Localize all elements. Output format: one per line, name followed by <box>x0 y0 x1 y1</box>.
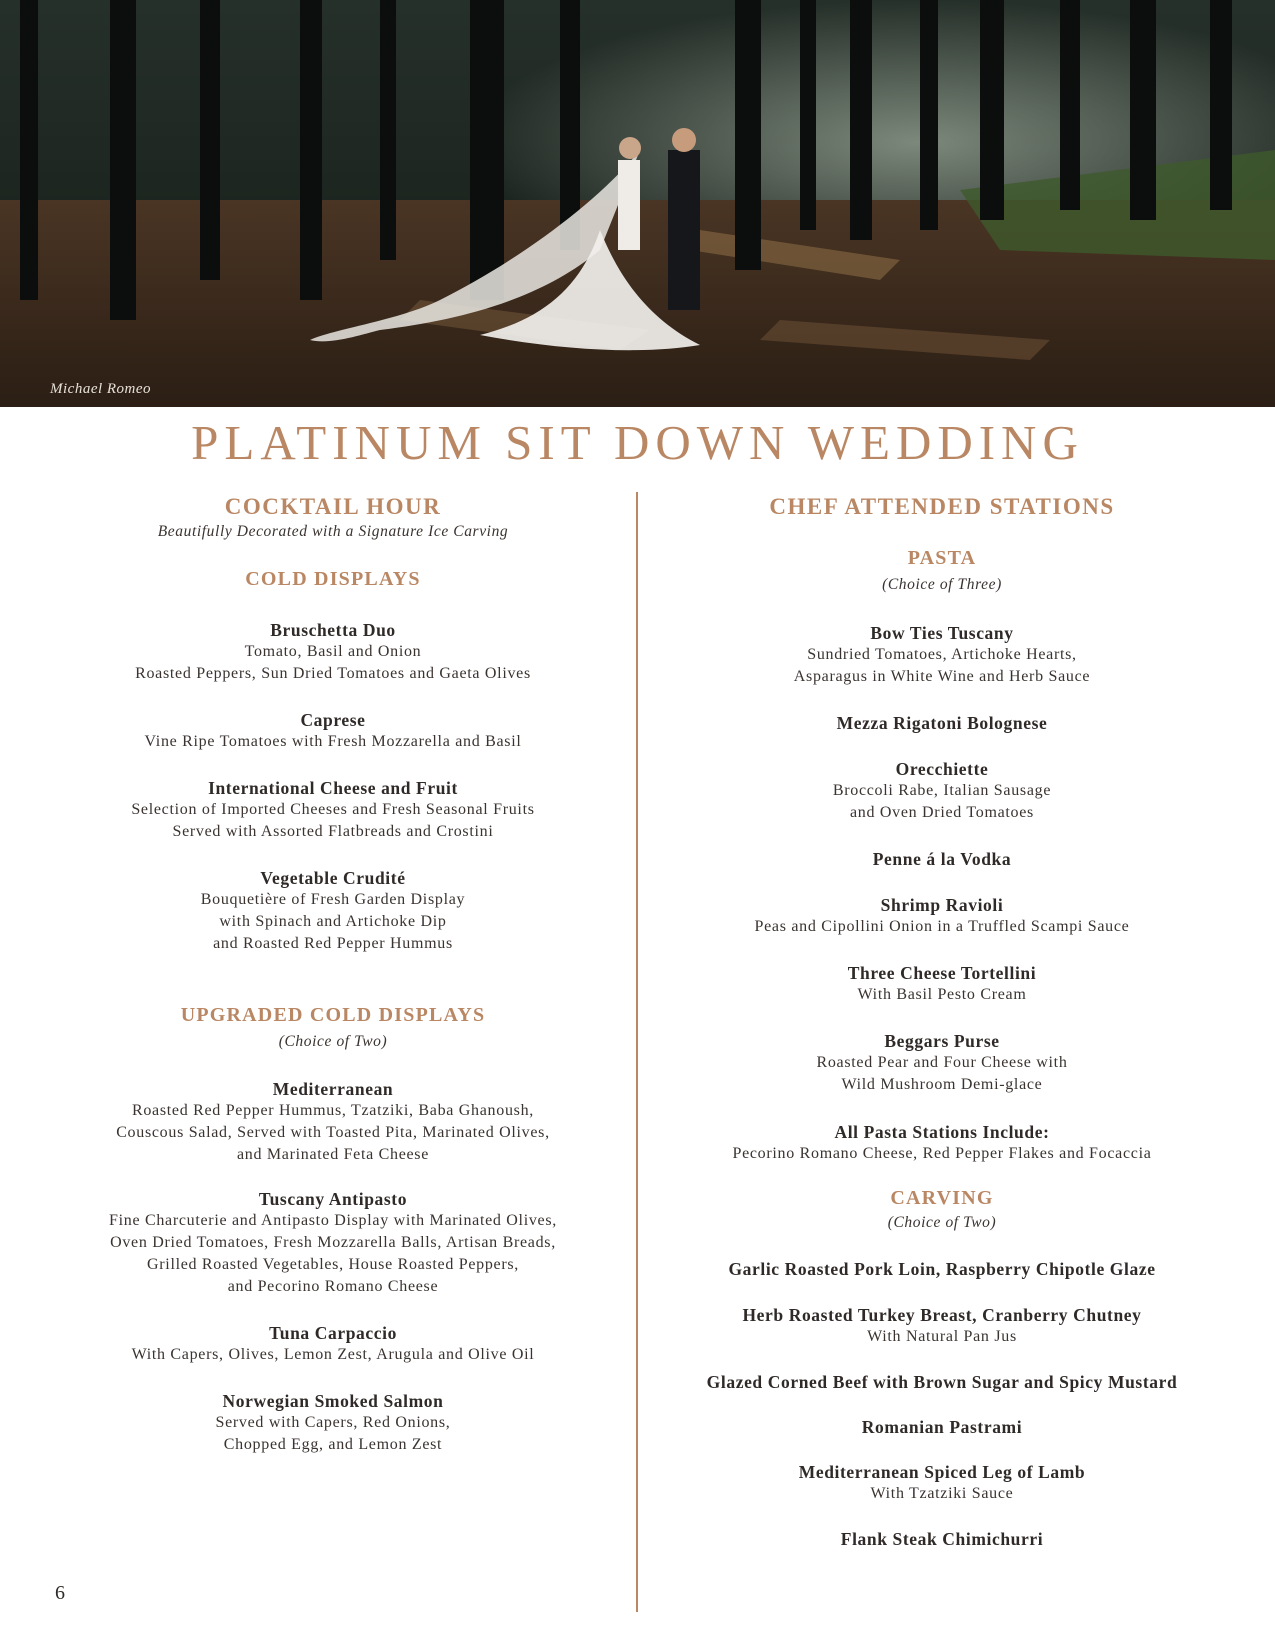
carving-note: (Choice of Two) <box>887 1214 997 1231</box>
menu-item <box>672 1304 1212 1348</box>
menu-item-description: and Roasted Red Pepper Hummus <box>213 935 453 952</box>
menu-item-description: Oven Dried Tomatoes, Fresh Mozzarella Balls, Artisan Breads, <box>110 1234 556 1251</box>
menu-item <box>672 894 1212 938</box>
menu-item-name: Bow Ties Tuscany <box>870 623 1014 643</box>
carving-heading: CARVING <box>890 1187 994 1209</box>
page-number: 6 <box>55 1582 65 1604</box>
menu-item-description: With Basil Pesto Cream <box>857 986 1027 1003</box>
menu-item-description: With Tzatziki Sauce <box>870 1485 1014 1502</box>
chef-stations-heading: CHEF ATTENDED STATIONS <box>769 494 1115 519</box>
menu-item <box>60 1078 606 1166</box>
upgraded-cold-displays-note: (Choice of Two) <box>278 1033 388 1050</box>
menu-item-name: Herb Roasted Turkey Breast, Cranberry Chutney <box>742 1305 1142 1325</box>
menu-item <box>672 1030 1212 1096</box>
menu-item <box>60 1188 606 1298</box>
pasta-heading: PASTA <box>907 547 977 569</box>
menu-item-description: Fine Charcuterie and Antipasto Display with Marinated Olives, <box>109 1212 557 1229</box>
menu-item-description: With Natural Pan Jus <box>867 1328 1017 1345</box>
menu-item-description: Chopped Egg, and Lemon Zest <box>223 1436 443 1453</box>
menu-item-description: Broccoli Rabe, Italian Sausage <box>832 782 1052 799</box>
menu-item-name: International Cheese and Fruit <box>208 778 458 798</box>
menu-item-description: Roasted Red Pepper Hummus, Tzatziki, Baba Ghanoush, <box>131 1102 534 1119</box>
menu-item-description: Peas and Cipollini Onion in a Truffled Scampi Sauce <box>754 918 1130 935</box>
menu-item-name: Beggars Purse <box>884 1031 1000 1051</box>
menu-item-name: Three Cheese Tortellini <box>847 963 1037 983</box>
menu-item-description: Roasted Pear and Four Cheese with <box>816 1054 1068 1071</box>
menu-item-description: Wild Mushroom Demi-glace <box>841 1076 1043 1093</box>
cold-displays-heading: COLD DISPLAYS <box>245 568 421 590</box>
menu-item-name: All Pasta Stations Include: <box>834 1122 1050 1142</box>
menu-item-name: Bruschetta Duo <box>270 620 396 640</box>
menu-item-description: Tomato, Basil and Onion <box>244 643 422 660</box>
menu-item-description: Roasted Peppers, Sun Dried Tomatoes and Gaeta Olives <box>135 665 531 682</box>
menu-item-name: Mezza Rigatoni Bolognese <box>836 713 1048 733</box>
pasta-note: (Choice of Three) <box>882 576 1002 593</box>
menu-item <box>672 758 1212 824</box>
menu-item <box>60 867 606 955</box>
menu-item-name: Penne á la Vodka <box>872 849 1012 869</box>
menu-item <box>60 777 606 843</box>
menu-item-name: Caprese <box>300 710 366 730</box>
menu-item-description: With Capers, Olives, Lemon Zest, Arugula and Olive Oil <box>131 1346 535 1363</box>
menu-item-name: Mediterranean Spiced Leg of Lamb <box>798 1462 1086 1482</box>
menu-item <box>60 1390 606 1456</box>
menu-item <box>672 1258 1212 1280</box>
cocktail-hour-note: Beautifully Decorated with a Signature Ice Carving <box>157 523 509 540</box>
menu-item-description: Bouquetière of Fresh Garden Display <box>200 891 466 908</box>
menu-item-name: Tuscany Antipasto <box>258 1189 408 1209</box>
menu-item <box>60 709 606 753</box>
wedding-photo <box>0 0 1275 407</box>
menu-item-description: Vine Ripe Tomatoes with Fresh Mozzarella and Basil <box>144 733 522 750</box>
menu-item-name: Flank Steak Chimichurri <box>840 1529 1044 1549</box>
menu-item-name: Garlic Roasted Pork Loin, Raspberry Chipotle Glaze <box>728 1259 1156 1279</box>
menu-item-description: Grilled Roasted Vegetables, House Roasted Peppers, <box>147 1256 519 1273</box>
menu-item <box>672 1528 1212 1550</box>
forest-couple-illustration <box>0 0 1275 407</box>
menu-item <box>672 1461 1212 1505</box>
column-divider <box>636 492 638 1612</box>
menu-item <box>672 1371 1212 1393</box>
menu-item-description: and Marinated Feta Cheese <box>236 1146 430 1163</box>
menu-item-name: Romanian Pastrami <box>861 1417 1023 1437</box>
menu-item <box>672 848 1212 870</box>
menu-item-description: Selection of Imported Cheeses and Fresh Seasonal Fruits <box>131 801 535 818</box>
menu-item-name: Glazed Corned Beef with Brown Sugar and Spicy Mustard <box>706 1372 1178 1392</box>
menu-item-name: Orecchiette <box>895 759 989 779</box>
menu-item-description: Asparagus in White Wine and Herb Sauce <box>793 668 1091 685</box>
menu-item-description: Served with Assorted Flatbreads and Crostini <box>172 823 494 840</box>
menu-item-description: Pecorino Romano Cheese, Red Pepper Flakes and Focaccia <box>732 1145 1152 1162</box>
menu-item-name: Tuna Carpaccio <box>269 1323 397 1343</box>
menu-item <box>672 1416 1212 1438</box>
page-title: PLATINUM SIT DOWN WEDDING <box>191 415 1084 470</box>
menu-item <box>672 1121 1212 1165</box>
menu-item <box>60 1322 606 1366</box>
menu-item-name: Mediterranean <box>272 1079 394 1099</box>
menu-item-name: Norwegian Smoked Salmon <box>222 1391 444 1411</box>
menu-item-description: Sundried Tomatoes, Artichoke Hearts, <box>807 646 1077 663</box>
menu-item <box>672 622 1212 688</box>
menu-item-description: Couscous Salad, Served with Toasted Pita, Marinated Olives, <box>116 1124 550 1141</box>
menu-item-name: Vegetable Crudité <box>260 868 406 888</box>
menu-item-description: and Oven Dried Tomatoes <box>850 804 1034 821</box>
menu-item <box>672 962 1212 1006</box>
menu-item-description: and Pecorino Romano Cheese <box>227 1278 439 1295</box>
menu-item-name: Shrimp Ravioli <box>880 895 1004 915</box>
cocktail-hour-heading: COCKTAIL HOUR <box>224 494 442 519</box>
menu-item-description: with Spinach and Artichoke Dip <box>219 913 447 930</box>
menu-item-description: Served with Capers, Red Onions, <box>215 1414 451 1431</box>
menu-item <box>60 619 606 685</box>
upgraded-cold-displays-heading: UPGRADED COLD DISPLAYS <box>180 1004 486 1026</box>
photo-credit: Michael Romeo <box>50 381 152 397</box>
menu-item <box>672 712 1212 734</box>
